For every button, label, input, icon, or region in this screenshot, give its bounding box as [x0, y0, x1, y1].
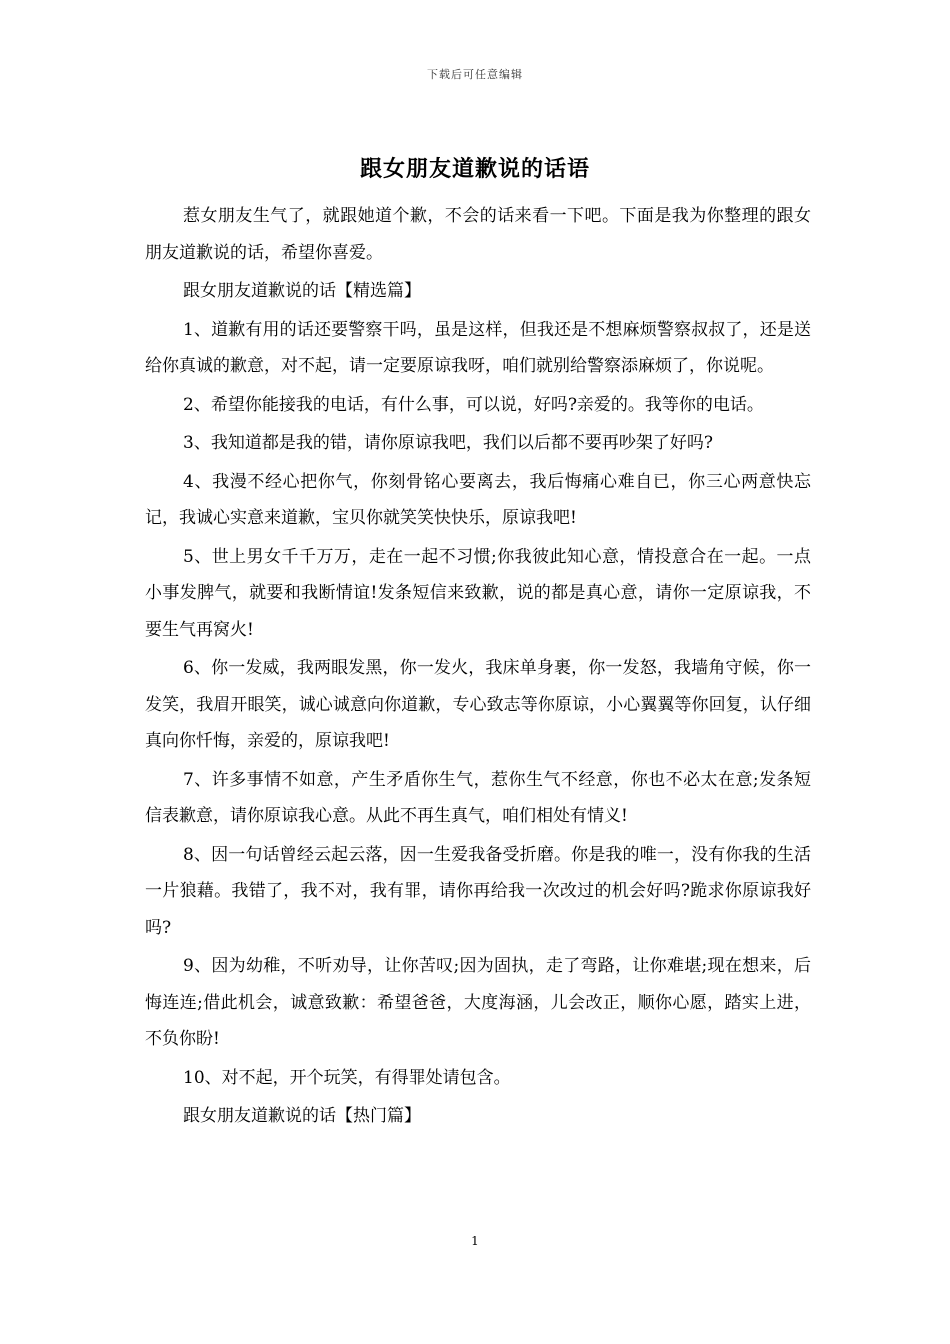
- apology-item-8: 8、因一句话曾经云起云落，因一生爱我备受折磨。你是我的唯一，没有你我的生活一片狼藉。我错了，我不对，我有罪，请你再给我一次改过的机会好吗?跪求你原谅我好吗?: [145, 844, 811, 938]
- intro-paragraph: 惹女朋友生气了，就跟她道个歉，不会的话来看一下吧。下面是我为你整理的跟女朋友道歉说的话，希望你喜爱。: [145, 206, 811, 263]
- page-number: 1: [471, 1234, 479, 1248]
- apology-item-10: 10、对不起，开个玩笑，有得罪处请包含。: [183, 1067, 511, 1088]
- section-heading-selected: 跟女朋友道歉说的话【精选篇】: [183, 281, 421, 301]
- document-title: 跟女朋友道歉说的话语: [359, 156, 590, 182]
- document-body: [145, 198, 811, 1137]
- apology-item-4: 4、我漫不经心把你气，你刻骨铭心要离去，我后悔痛心难自已，你三心两意快忘记，我诚心实意来道歉，宝贝你就笑笑快快乐，原谅我吧!: [145, 471, 811, 528]
- apology-item-7: 7、许多事情不如意，产生矛盾你生气，惹你生气不经意，你也不必太在意;发条短信表歉意，请你原谅我心意。从此不再生真气，咱们相处有情义!: [145, 769, 811, 826]
- header-note: 下载后可任意编辑: [427, 68, 523, 81]
- apology-item-1: 1、道歉有用的话还要警察干吗，虽是这样，但我还是不想麻烦警察叔叔了，还是送给你真诚的歉意，对不起，请一定要原谅我呀，咱们就别给警察添麻烦了，你说呢。: [145, 319, 811, 376]
- section-heading-popular: 跟女朋友道歉说的话【热门篇】: [183, 1106, 421, 1126]
- apology-item-3: 3、我知道都是我的错，请你原谅我吧，我们以后都不要再吵架了好吗?: [183, 433, 713, 453]
- apology-item-5: 5、世上男女千千万万，走在一起不习惯;你我彼此知心意，情投意合在一起。一点小事发脾气，就要和我断情谊!发条短信来致歉，说的都是真心意，请你一定原谅我，不要生气再窝火!: [145, 546, 811, 640]
- apology-item-6: 6、你一发威，我两眼发黑，你一发火，我床单身裹，你一发怒，我墙角守候，你一发笑，我眉开眼笑，诚心诚意向你道歉，专心致志等你原谅，小心翼翼等你回复，认仔细真向你忏悔，亲爱的，原谅我吧!: [145, 658, 811, 751]
- apology-item-9: 9、因为幼稚，不听劝导，让你苦叹;因为固执，走了弯路，让你难堪;现在想来，后悔连连;借此机会，诚意致歉：希望爸爸，大度海涵，儿会改正，顺你心愿，踏实上进，不负你盼!: [145, 956, 811, 1049]
- apology-item-2: 2、希望你能接我的电话，有什么事，可以说，好吗?亲爱的。我等你的电话。: [183, 394, 764, 415]
